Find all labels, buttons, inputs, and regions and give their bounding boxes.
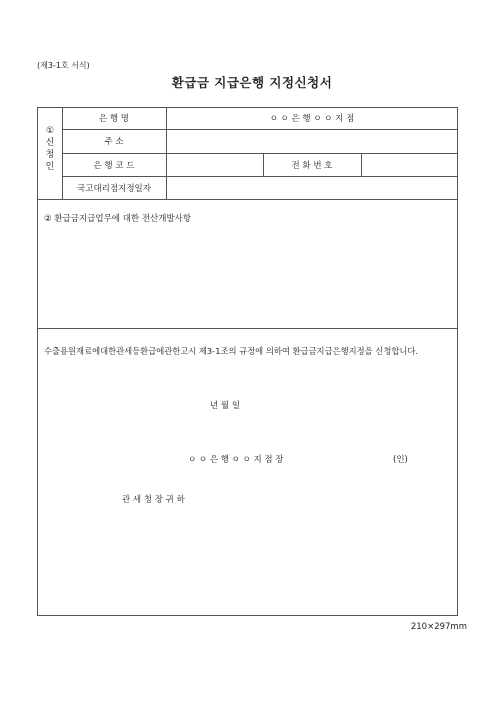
phone-label: 전 화 번 호 — [291, 160, 333, 171]
section-divider — [37, 328, 458, 329]
bank-name-value[interactable]: ㅇ ㅇ 은 행 ㅇ ㅇ 지 점 — [269, 114, 355, 124]
it-development-label: ② 환급금지급업무에 대한 전산개발사항 — [44, 214, 192, 224]
phone-value[interactable] — [361, 153, 458, 176]
treasury-date-label: 국고대리점지정일자 — [77, 183, 151, 194]
seal-mark: (인) — [393, 455, 408, 465]
application-statement: 수출용원재료에대한관세등환급에관한고시 제3-1조의 규정에 의하여 환급금지급은행지정을 신청합니다. — [44, 346, 419, 356]
bank-code-label: 은 행 코 드 — [93, 160, 135, 171]
recipient-line: 관 세 청 장 귀 하 — [122, 495, 185, 505]
signer-line: ㅇ ㅇ 은 행 ㅇ ㅇ 지 점 장 — [188, 455, 284, 465]
date-line: 년 월 일 — [210, 401, 241, 411]
form-code: (제3-1호 서식) — [37, 61, 90, 70]
form-title: 환급금 지급은행 지정신청서 — [171, 75, 333, 90]
bank-code-value[interactable] — [166, 153, 263, 176]
address-value[interactable] — [166, 129, 458, 153]
treasury-date-value[interactable] — [166, 176, 458, 199]
address-label: 주 소 — [104, 137, 124, 147]
paper-size: 210×297mm — [410, 622, 467, 632]
section-divider — [37, 199, 458, 200]
applicant-group-label: ① 신 청 인 — [45, 126, 55, 172]
bank-name-label: 은 행 명 — [98, 114, 130, 124]
